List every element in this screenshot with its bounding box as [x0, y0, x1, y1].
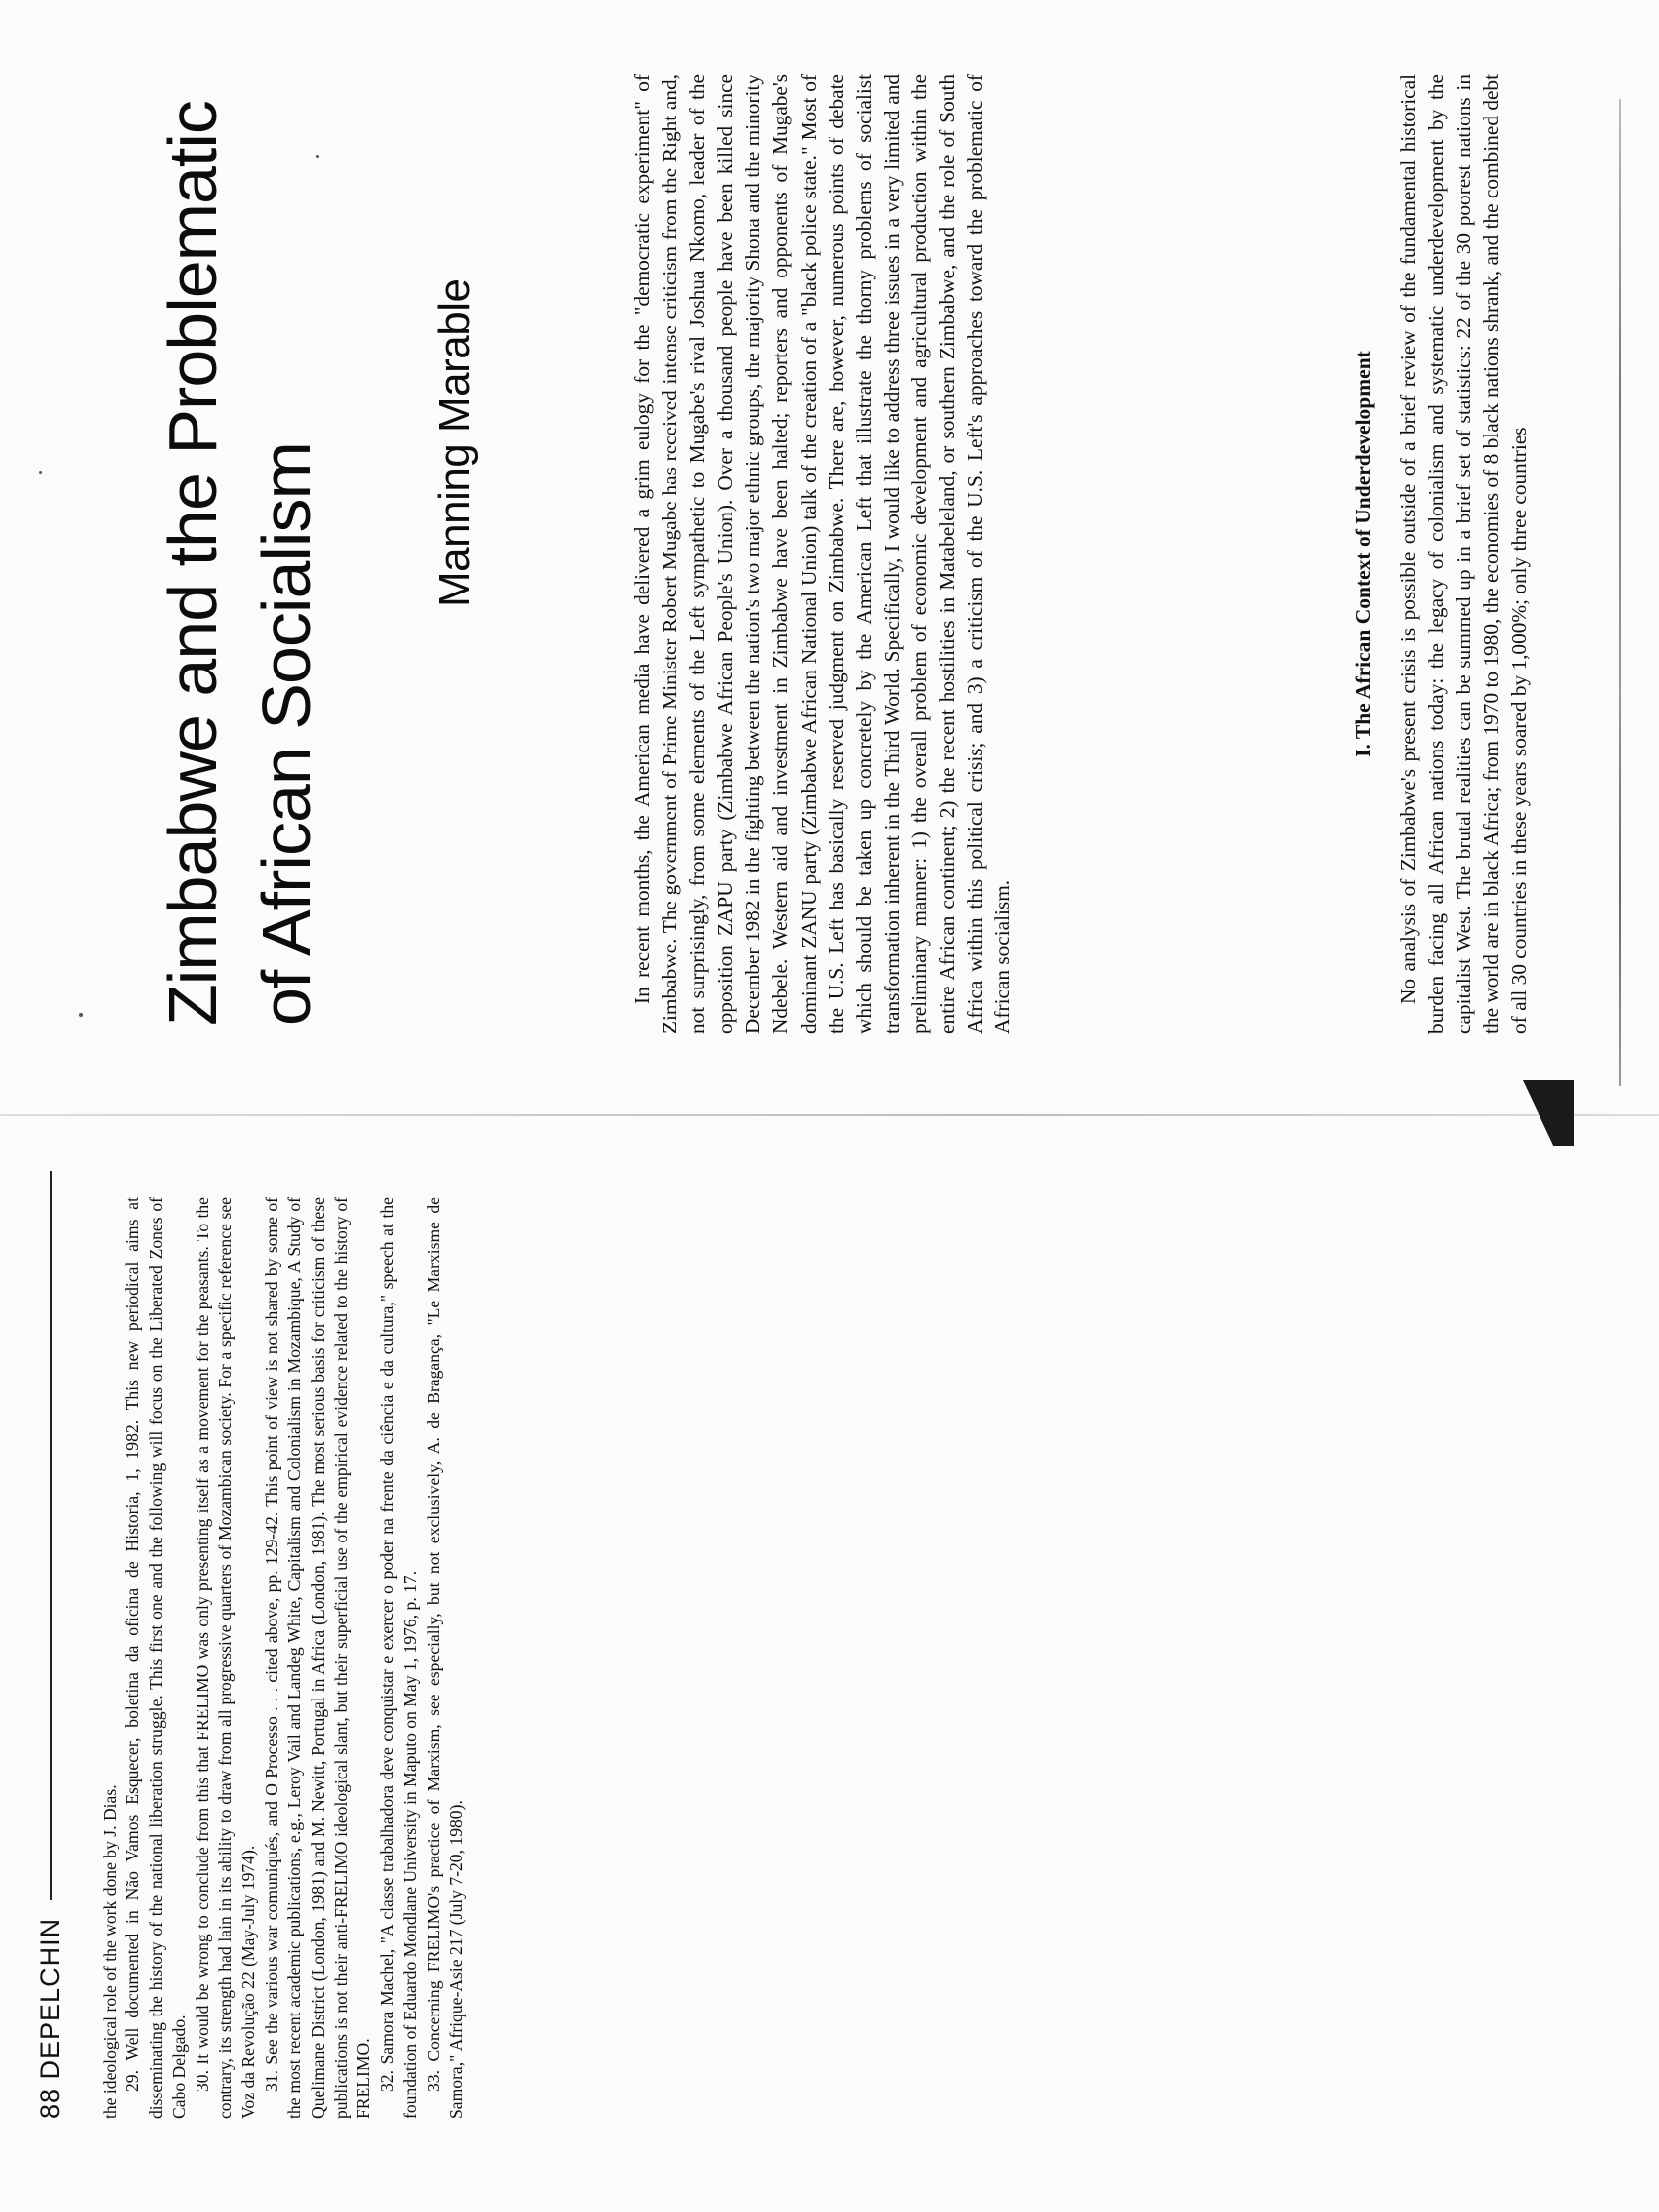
- article-author: Manning Marable: [431, 278, 479, 607]
- intro-paragraph: In recent months, the American media have delivered a grim eulogy for the "democratic experiment" of Zimbabwe. The government of Prime Minister Robert Mugabe has received intense criticism from the Right and, not surprisingly, from some elements of the Left sympathetic to Mugabe's rival Joshua Nkomo, leader of the opposition ZAPU party (Zimbabwe African People's Union). Over a thousand people have been killed since December 1982 in the fighting between the nation's two major ethnic groups, the majority Shona and the minority Ndebele. Western aid and investment in Zimbabwe have been halted; reporters and opponents of Mugabe's dominant ZANU party (Zimbabwe African National Union) talk of the creation of a "black police state." Most of the U.S. Left has basically reserved judgment on Zimbabwe. There are, however, numerous points of debate which should be taken up concretely by the American Left that illustrate the thorny problems of socialist transformation inherent in the Third World. Specifically, I would like to address three issues in a very limited and preliminary manner: 1) the overall problem of economic development and agricultural production within the entire African continent; 2) the recent hostilities in Matabeleland, or southern Zimbabwe, and the role of South Africa within this political crisis; and 3) a criticism of the U.S. Left's approaches toward the problematic of African socialism.: [630, 74, 1015, 1034]
- intro-body: [628, 74, 1016, 1034]
- scan-speck: [40, 471, 42, 474]
- page-number-header: 88 DEPELCHIN: [36, 1917, 65, 2119]
- endnotes: [99, 1197, 469, 2119]
- left-page: [0, 1111, 1659, 2212]
- section-body: [1394, 74, 1533, 1034]
- endnote-29: 29. Well documented in Não Vamos Esquecer, boletina da oficina de Historia, 1, 1982. This new periodical aims at disseminating the history of the national liberation struggle. This first one and the following will focus on the Liberated Zones of Cabo Delgado.: [122, 1197, 190, 2119]
- article-title-line-1: Zimbabwe and the Problematic: [154, 101, 231, 1026]
- section-paragraph: No analysis of Zimbabwe's present crisis is possible outside of a brief review of the fundamental historical burden facing all African nations today: the legacy of colonialism and systematic underdevelopment by the capitalist West. The brutal realities can be summed up in a brief set of statistics: 22 of the 30 poorest nations in the world are in black Africa; from 1970 to 1980, the economies of 8 black nations shrank, and the combined debt of all 30 countries in these years soared by 1,000%; only three countries: [1396, 74, 1532, 1034]
- endnote-32: 32. Samora Machel, "A classe trabalhadora deve conquistar e exercer o poder na frente da ciência e da cultura," speech at the foundation of Eduardo Mondlane University in Maputo on May 1, 1976, p. 17.: [376, 1197, 421, 2119]
- running-head: [36, 1171, 66, 2119]
- article-title-line-2: of African Socialism: [248, 442, 325, 1026]
- scan-speck: [316, 155, 319, 158]
- article-title: [146, 58, 334, 1026]
- scan-edge-line: [1620, 99, 1621, 1086]
- header-rule: [50, 1171, 52, 1900]
- endnote-31: 31. See the various war comuniqués, and O Processo . . . cited above, pp. 129-42. This point of view is not shared by some of the most recent academic publications, e.g., Leroy Vail and Landeg White, Capitalism and Colonialism in Mozambique, A Study of Quelimane District (London, 1981) and M. Newitt, Portugal in Africa (London, 1981). The most serious basis for criticism of these publications is not their anti-FRELIMO ideological slant, but their superficial use of the empirical evidence related to the history of FRELIMO.: [261, 1197, 374, 2119]
- endnote-continuation: the ideological role of the work done by J. Dias.: [100, 1784, 119, 2119]
- endnote-30: 30. It would be wrong to conclude from this that FRELIMO was only presenting itself as a movement for the peasants. To the contrary, its strength had lain in its ability to draw from all progressive quarters of Mozambican society. For a specific reference see Voz da Revolução 22 (May-July 1974).: [192, 1197, 259, 2119]
- scan-speck: [79, 1013, 83, 1017]
- gutter-shadow: [0, 1114, 1659, 1116]
- section-heading: I. The African Context of Underdevelopment: [1351, 351, 1375, 757]
- endnote-33: 33. Concerning FRELIMO's practice of Marxism, see especially, but not exclusively, A. de Bragança, "Le Marxisme de Samora," Afrique-Asie 217 (July 7-20, 1980).: [423, 1197, 467, 2119]
